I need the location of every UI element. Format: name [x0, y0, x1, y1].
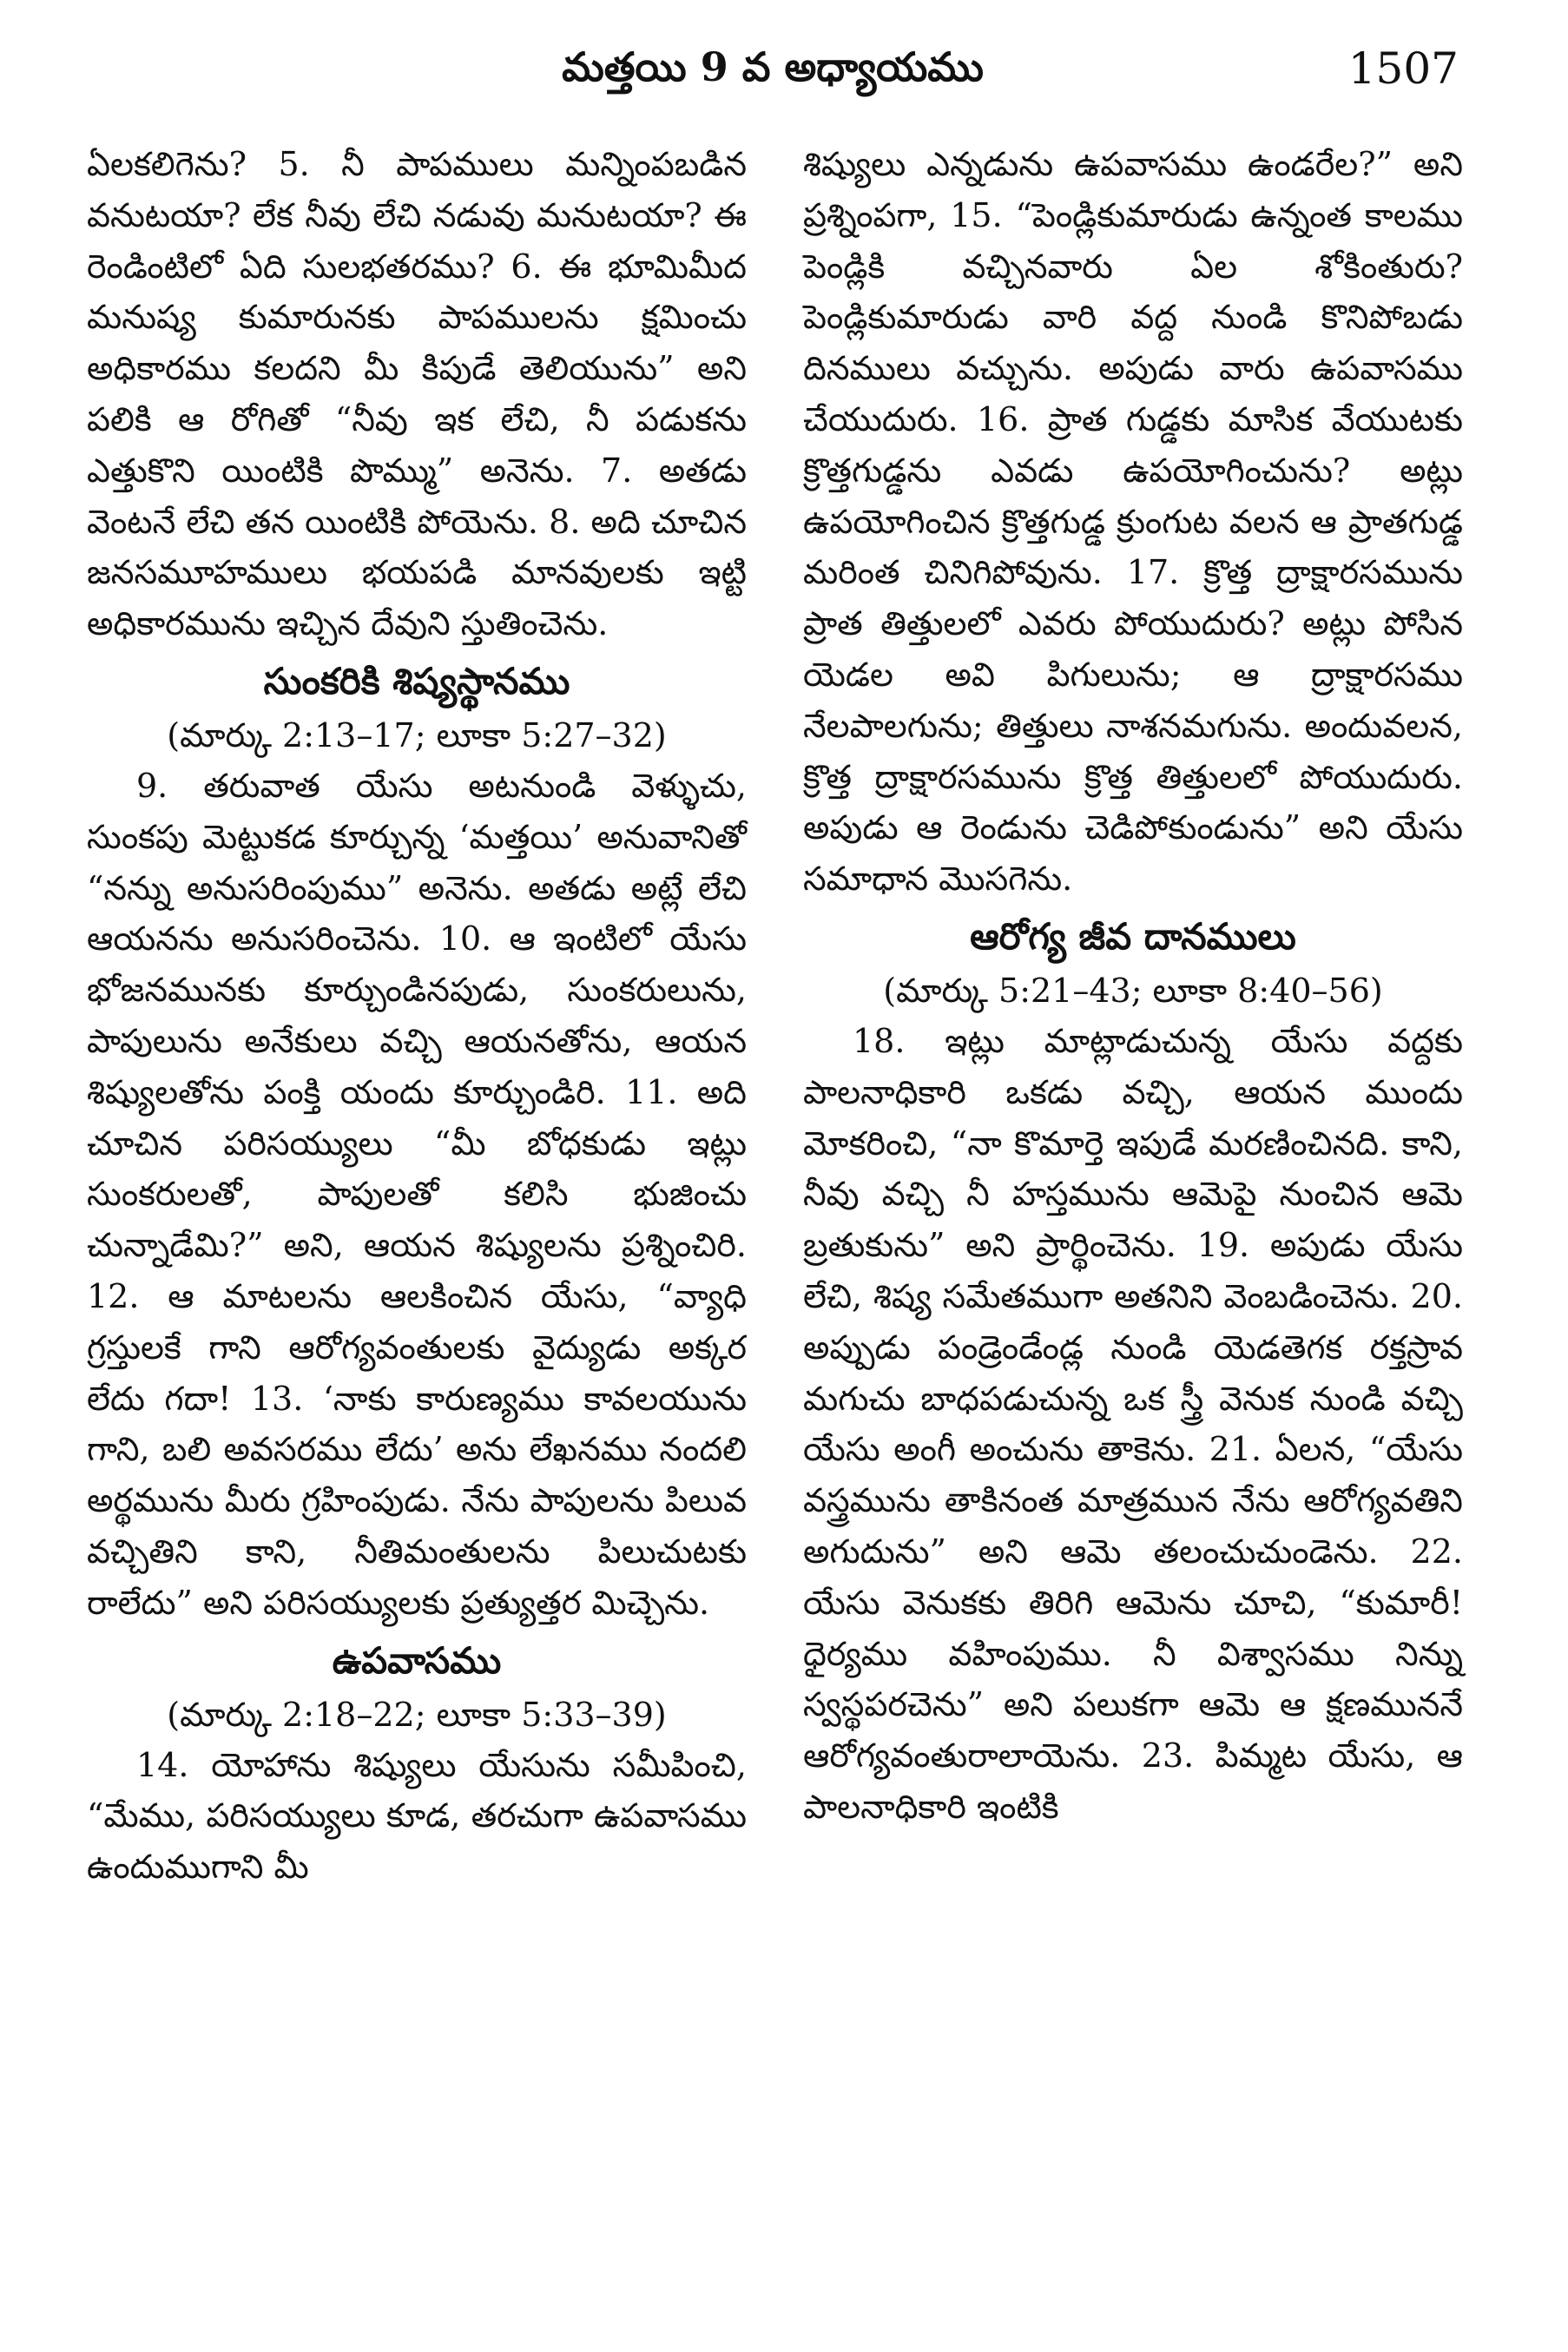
paragraph: 9. తరువాత యేసు అటనుండి వెళ్ళుచు, సుంకపు మెట్టుకడ కూర్చున్న ‘మత్తయి’ అనువానితో “నన్ను అనుసరింపుము” అనెను. అతడు అట్లే లేచి ఆయనను అనుసరించెను. 10. ఆ ఇంటిలో యేసు భోజనమునకు కూర్చుండినపుడు, సుంకరులును, పాపులును అనేకులు వచ్చి ఆయనతోను, ఆయన శిష్యులతోను పంక్తి యందు కూర్చుండిరి. 11. అది చూచిన పరిసయ్యులు “మీ బోధకుడు ఇట్లు సుంకరులతో, పాపులతో కలిసి భుజించు చున్నాడేమి?” అని, ఆయన శిష్యులను ప్రశ్నించిరి. 12. ఆ మాటలను ఆలకించిన యేసు, “వ్యాధి గ్రస్తులకే గాని ఆరోగ్యవంతులకు వైద్యుడు అక్కర లేదు గదా! 13. ‘నాకు కారుణ్యము కావలయును గాని, బలి అవసరము లేదు’ అను లేఖనము నందలి అర్థమును మీరు గ్రహింపుడు. నేను పాపులను పిలువ వచ్చితిని కాని, నీతిమంతులను పిలుచుటకు రాలేదు” అని పరిసయ్యులకు ప్రత్యుత్తర మిచ్చెను. — [87, 766, 747, 1622]
cross-reference: (మార్కు 2:13–17; లూకా 5:27–32) — [167, 715, 667, 754]
section-heading: ఆరోగ్య జీవ దానములు — [970, 914, 1296, 958]
left-column — [87, 139, 747, 1893]
section-heading: ఉపవాసము — [332, 1638, 502, 1682]
right-column — [803, 139, 1463, 1833]
section-heading: సుంకరికి శిష్యస్థానము — [263, 659, 570, 702]
cross-reference: (మార్కు 2:18–22; లూకా 5:33–39) — [167, 1695, 667, 1734]
page-number: 1507 — [1347, 43, 1459, 94]
cross-reference: (మార్కు 5:21–43; లూకా 8:40–56) — [883, 971, 1383, 1010]
page-header — [87, 43, 1459, 113]
paragraph: శిష్యులు ఎన్నడును ఉపవాసము ఉండరేల?” అని ప్రశ్నింపగా, 15. “పెండ్లికుమారుడు ఉన్నంత కాలము పెండ్లికి వచ్చినవారు ఏల శోకింతురు? పెండ్లికుమారుడు వారి వద్ద నుండి కొనిపోబడు దినములు వచ్చును. అపుడు వారు ఉపవాసము చేయుదురు. 16. ప్రాత గుడ్డకు మాసిక వేయుటకు క్రొత్తగుడ్డను ఎవడు ఉపయోగించును? అట్లు ఉపయోగించిన క్రొత్తగుడ్డ క్రుంగుట వలన ఆ ప్రాతగుడ్డ మరింత చినిగిపోవును. 17. క్రొత్త ద్రాక్షారసమును ప్రాత తిత్తులలో ఎవరు పోయుదురు? అట్లు పోసిన యెడల అవి పిగులును; ఆ ద్రాక్షారసము నేలపాలగును; తిత్తులు నాశనమగును. అందువలన, క్రొత్త ద్రాక్షారసమును క్రొత్త తిత్తులలో పోయుదురు. అపుడు ఆ రెండును చెడిపోకుండును” అని యేసు సమాధాన మొసగెను. — [803, 145, 1463, 899]
paragraph: ఏలకలిగెను? 5. నీ పాపములు మన్నింపబడిన వనుటయా? లేక నీవు లేచి నడువు మనుటయా? ఈ రెండింటిలో ఏది సులభతరము? 6. ఈ భూమిమీద మనుష్య కుమారునకు పాపములను క్షమించు అధికారము కలదని మీ కిపుడే తెలియును” అని పలికి ఆ రోగితో “నీవు ఇక లేచి, నీ పడుకను ఎత్తుకొని యింటికి పొమ్ము” అనెను. 7. అతడు వెంటనే లేచి తన యింటికి పోయెను. 8. అది చూచిన జనసమూహములు భయపడి మానవులకు ఇట్టి అధికారమును ఇచ్చిన దేవుని స్తుతించెను. — [87, 145, 747, 643]
paragraph: 14. యోహాను శిష్యులు యేసును సమీపించి, “మేము, పరిసయ్యులు కూడ, తరచుగా ఉపవాసము ఉందుముగాని మీ — [87, 1745, 747, 1887]
running-title: మత్తయి 9 వ అధ్యాయము — [562, 43, 984, 90]
paragraph: 18. ఇట్లు మాట్లాడుచున్న యేసు వద్దకు పాలనాధికారి ఒకడు వచ్చి, ఆయన ముందు మోకరించి, “నా కొమార్తె ఇపుడే మరణించినది. కాని, నీవు వచ్చి నీ హస్తమును ఆమెపై నుంచిన ఆమె బ్రతుకును” అని ప్రార్థించెను. 19. అపుడు యేసు లేచి, శిష్య సమేతముగా అతనిని వెంబడించెను. 20. అప్పుడు పండ్రెండేండ్ల నుండి యెడతెగక రక్తస్రావ మగుచు బాధపడుచున్న ఒక స్త్రీ వెనుక నుండి వచ్చి యేసు అంగీ అంచును తాకెను. 21. ఏలన, “యేసు వస్త్రమును తాకినంత మాత్రమున నేను ఆరోగ్యవతిని అగుదును” అని ఆమె తలంచుచుండెను. 22. యేసు వెనుకకు తిరిగి ఆమెను చూచి, “కుమారీ! ధైర్యము వహింపుము. నీ విశ్వాసము నిన్ను స్వస్థపరచెను” అని పలుకగా ఆమె ఆ క్షణముననే ఆరోగ్యవంతురాలాయెను. 23. పిమ్మట యేసు, ఆ పాలనాధికారి ఇంటికి — [803, 1021, 1463, 1826]
